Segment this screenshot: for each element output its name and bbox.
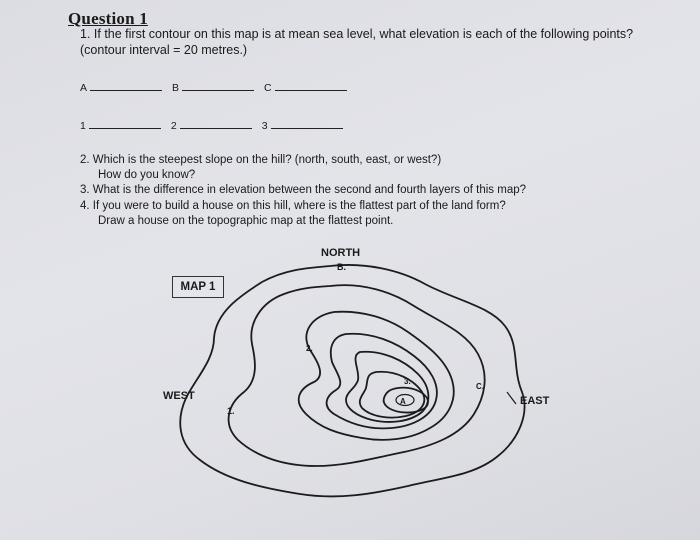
question-1-line1: 1. If the first contour on this map is at mean sea level, what elevation is each of the following points?	[80, 27, 634, 41]
question-4-followup: Draw a house on the topographic map at the flattest point.	[98, 214, 394, 227]
blank-b[interactable]: B	[172, 82, 254, 94]
east-pointer	[507, 392, 516, 404]
question-1-line2: (contour interval = 20 metres.)	[80, 43, 248, 57]
question-2-followup: How do you know?	[98, 169, 196, 182]
blank-a[interactable]: A	[80, 82, 162, 94]
north-label: NORTH	[321, 247, 361, 259]
west-label: WEST	[163, 390, 195, 402]
point-3-label: 3.	[404, 377, 411, 386]
blank-3[interactable]: 3	[262, 120, 343, 132]
point-b-label: B.	[337, 262, 346, 272]
blank-c[interactable]: C	[264, 82, 347, 94]
point-a-label: A	[400, 397, 406, 406]
point-c-label: C.	[476, 382, 484, 391]
map-label-box: MAP 1	[172, 276, 224, 298]
point-2-label: 2.	[306, 344, 313, 353]
question-3: 3. What is the difference in elevation between the second and fourth layers of this map?	[80, 184, 527, 197]
point-1-label: 1.	[227, 406, 235, 416]
blank-1[interactable]: 1	[80, 120, 161, 132]
east-label: EAST	[520, 395, 550, 407]
question-2: 2. Which is the steepest slope on the hill? (north, south, east, or west?)	[80, 154, 442, 166]
blank-2[interactable]: 2	[171, 120, 252, 132]
question-4: 4. If you were to build a house on this hill, where is the flattest part of the land form?	[80, 199, 506, 212]
question-title: Question 1	[68, 9, 148, 28]
point-a-marker	[396, 395, 414, 407]
